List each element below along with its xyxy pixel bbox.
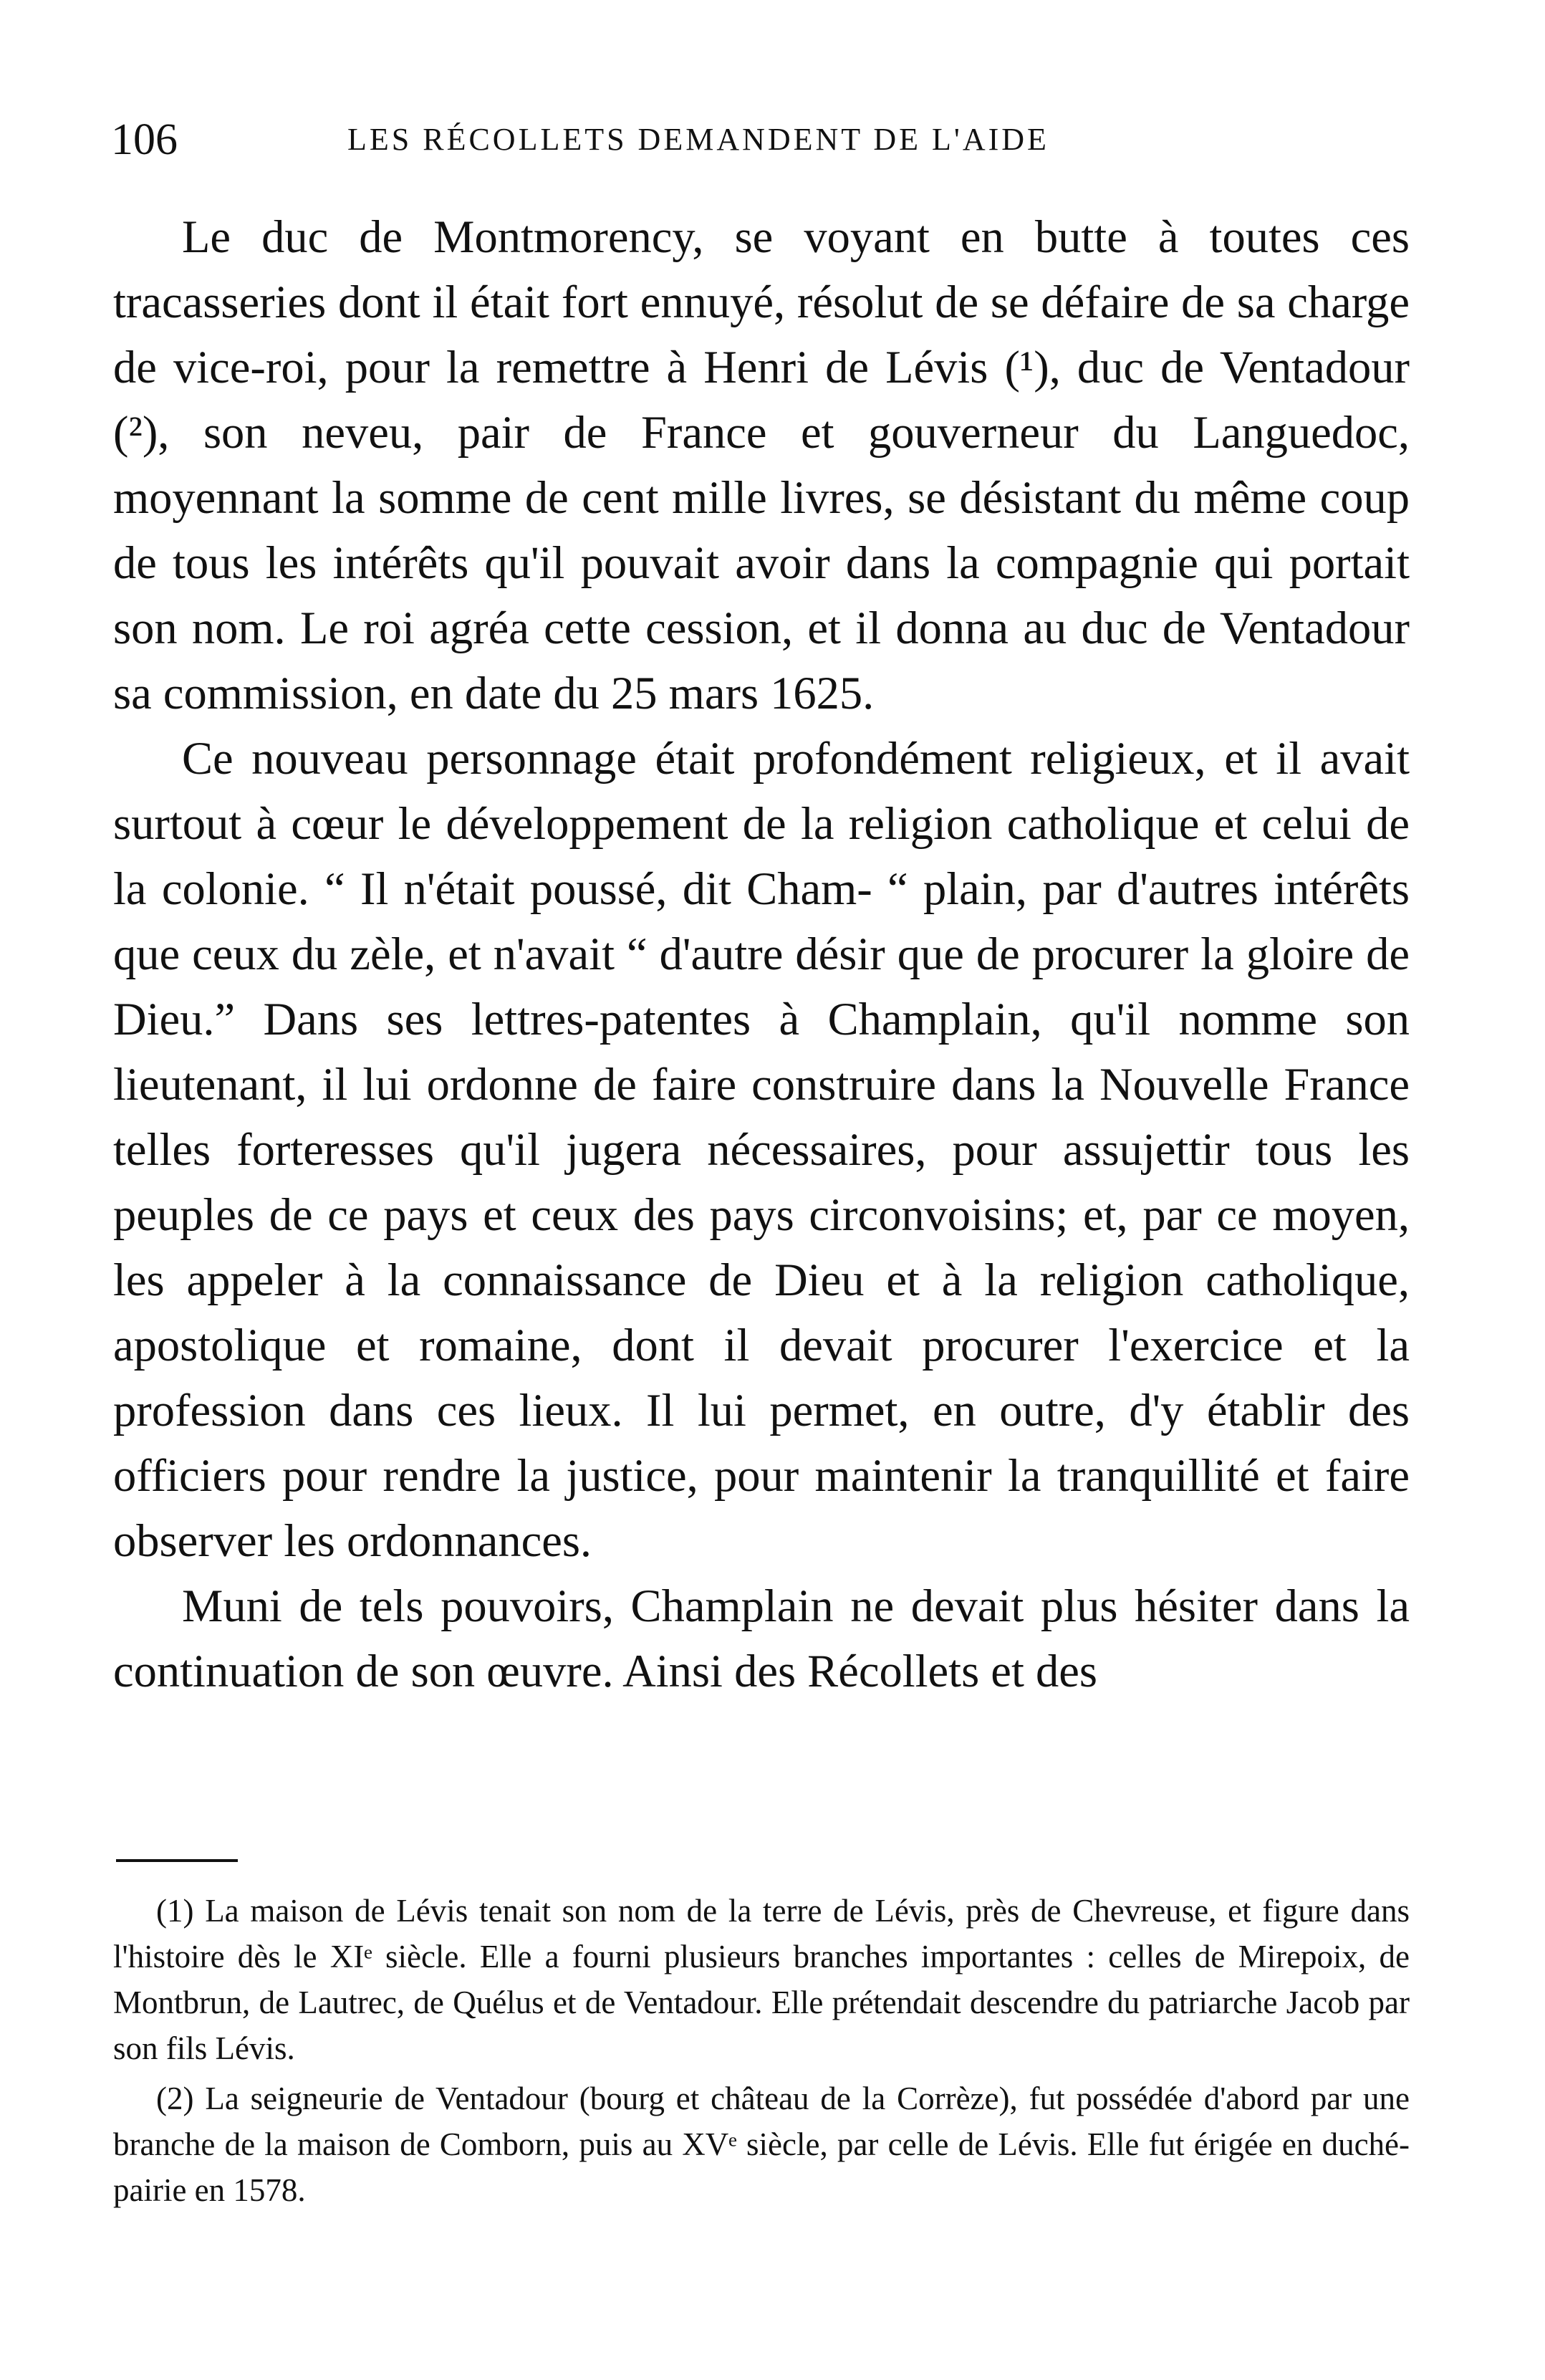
- footnote-1: (1) La maison de Lévis tenait son nom de la terre de Lévis, près de Chevreuse, et figure dans l'histoire dès le XIᵉ siècle. Elle a fourni plusieurs branches importantes : celles de Mirepoix, de Montbrun, de Lautrec, de Quélus et de Ventadour. Elle prétendait descendre du patriarche Jacob par son fils Lévis.: [113, 1893, 1410, 2066]
- footnote-separator: [116, 1859, 238, 1862]
- paragraph-3: Muni de tels pouvoirs, Champlain ne devait plus hésiter dans la continuation de son œuvre. Ainsi des Récollets et des: [113, 1580, 1410, 1697]
- footnote-2: (2) La seigneurie de Ventadour (bourg et château de la Corrèze), fut possédée d'abord par une branche de la maison de Comborn, puis au XVᵉ siècle, par celle de Lévis. Elle fut érigée en duché-pairie en 1578.: [113, 2081, 1410, 2208]
- page-number: 106: [111, 115, 178, 164]
- paragraph-2: Ce nouveau personnage était profondément religieux, et il avait surtout à cœur le développement de la religion catholique et celui de la colonie. “ Il n'était poussé, dit Cham- “ plain, par d'autres intérêts que ceux du zèle, et n'avait “ d'autre désir que de procurer la gloire de Dieu.” Dans ses lettres-patentes à Champlain, qu'il nomme son lieutenant, il lui ordonne de faire construire dans la Nouvelle France telles forteresses qu'il jugera nécessaires, pour assujettir tous les peuples de ce pays et ceux des pays circonvoisins; et, par ce moyen, les appeler à la connaissance de Dieu et à la religion catholique, apostolique et romaine, dont il devait procurer l'exercice et la profession dans ces lieux. Il lui permet, en outre, d'y établir des officiers pour rendre la justice, pour maintenir la tranquillité et faire observer les ordonnances.: [113, 733, 1410, 1566]
- footnotes: [113, 1888, 1410, 2217]
- paragraph-1: Le duc de Montmorency, se voyant en butte à toutes ces tracasseries dont il était fort ennuyé, résolut de se défaire de sa charge de vice-roi, pour la remettre à Henri de Lévis (¹), duc de Ventadour (²), son neveu, pair de France et gouverneur du Languedoc, moyennant la somme de cent mille livres, se désistant du même coup de tous les intérêts qu'il pouvait avoir dans la compagnie qui portait son nom. Le roi agréa cette cession, et il donna au duc de Ventadour sa commission, en date du 25 mars 1625.: [113, 211, 1410, 719]
- running-header: [111, 107, 1429, 172]
- main-text: [113, 204, 1410, 1704]
- running-title: LES RÉCOLLETS DEMANDENT DE L'AIDE: [347, 122, 1049, 157]
